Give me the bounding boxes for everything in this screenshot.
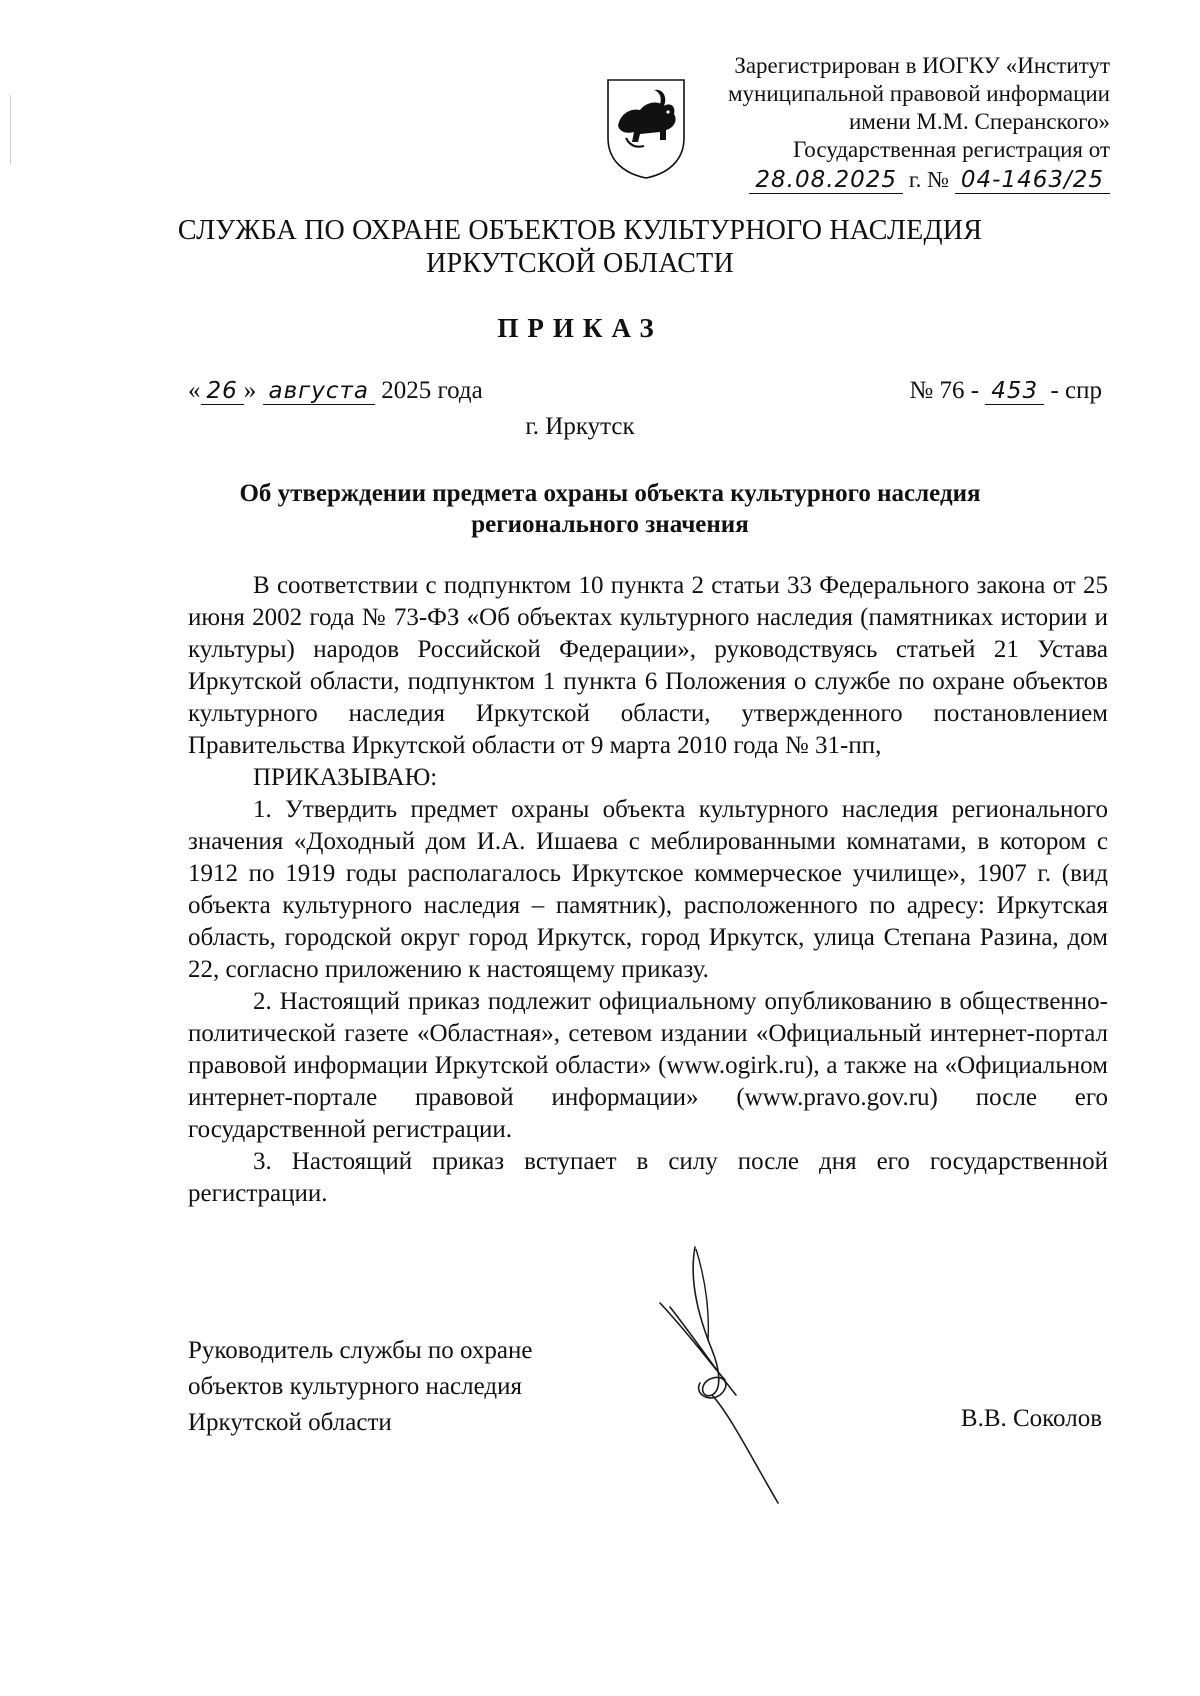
registration-line: Государственная регистрация от [793, 137, 1110, 162]
organization-name [150, 214, 1010, 280]
scan-artifact [10, 95, 11, 165]
order-item-3: 3. Настоящий приказ вступает в силу после дня его государственной регистрации. [188, 1148, 1108, 1207]
order-number-handwritten: 453 [985, 378, 1044, 405]
order-item-1: 1. Утвердить предмет охраны объекта культурного наследия регионального значения «Доходный дом И.А. Ишаева с меблированными комнатами, в котором с 1912 по 1919 годы располагалось Иркутское коммерческое училище», 1907 г. (вид объекта культурного наследия – памятник), расположенного по адресу: Иркутская область, городской округ город Иркутск, город Иркутск, улица Степана Разина, дом 22, согласно приложению к настоящему приказу. [188, 796, 1108, 983]
registration-line: Зарегистрирован в ИОГКУ «Институт [734, 53, 1110, 78]
order-subject [180, 478, 1040, 540]
order-city: г. Иркутск [525, 413, 635, 440]
signatory-title-line: Руководитель службы по охране [188, 1337, 533, 1364]
organization-name-line: СЛУЖБА ПО ОХРАНЕ ОБЪЕКТОВ КУЛЬТУРНОГО НАСЛЕДИЯ [177, 215, 983, 246]
registration-line: имени М.М. Сперанского» [848, 109, 1110, 134]
order-number-prefix: № 76 - [909, 377, 980, 404]
preamble-paragraph: В соответствии с подпунктом 10 пункта 2 статьи 33 Федерального закона от 25 июня 2002 года № 73-ФЗ «Об объектах культурного наследия (памятниках истории и культуры) народов Российской Федерации», руководствуясь статьей 21 Устава Иркутской области, подпунктом 1 пункта 6 Положения о службе по охране объектов культурного наследия Иркутской области, утвержденного постановлением Правительства Иркутской области от 9 марта 2010 года № 31-пп, [188, 572, 1108, 759]
handwritten-signature-icon [650, 1245, 840, 1505]
signatory-title-line: Иркутской области [188, 1409, 392, 1436]
organization-name-line: ИРКУТСКОЙ ОБЛАСТИ [426, 248, 734, 279]
order-year: 2025 года [381, 377, 483, 404]
order-body [188, 570, 1108, 1210]
registration-line: муниципальной правовой информации [727, 81, 1110, 106]
registration-number: 04-1463/25 [955, 167, 1110, 194]
registration-number-label: г. № [908, 167, 950, 192]
order-word: ПРИКАЗЫВАЮ: [253, 764, 438, 791]
order-number [909, 377, 1102, 405]
registration-stamp [700, 52, 1110, 194]
subject-line: Об утверждении предмета охраны объекта культурного наследия [239, 480, 981, 507]
irkutsk-coat-of-arms-icon [604, 76, 688, 180]
order-day: 26 [201, 378, 244, 405]
subject-line: регионального значения [471, 511, 749, 538]
order-month: августа [263, 378, 375, 405]
signatory-name: В.В. Соколов [960, 1405, 1102, 1432]
order-number-suffix: - спр [1050, 377, 1102, 404]
document-type-title: ПРИКАЗ [497, 313, 663, 343]
order-item-2: 2. Настоящий приказ подлежит официальному опубликованию в общественно-политической газете «Областная», сетевом издании «Официальный интернет-портал правовой информации Иркутской области» (www.ogirk.ru), а также на «Официальном интернет-портале правовой информации» (www.pravo.gov.ru) после его государственной регистрации. [188, 988, 1108, 1143]
signatory-title-line: объектов культурного наследия [188, 1373, 522, 1400]
registration-number-line [700, 166, 1110, 194]
order-date: « 26 » августа 2025 года [188, 377, 483, 404]
signatory-title [188, 1333, 532, 1441]
registration-date: 28.08.2025 [749, 167, 903, 194]
